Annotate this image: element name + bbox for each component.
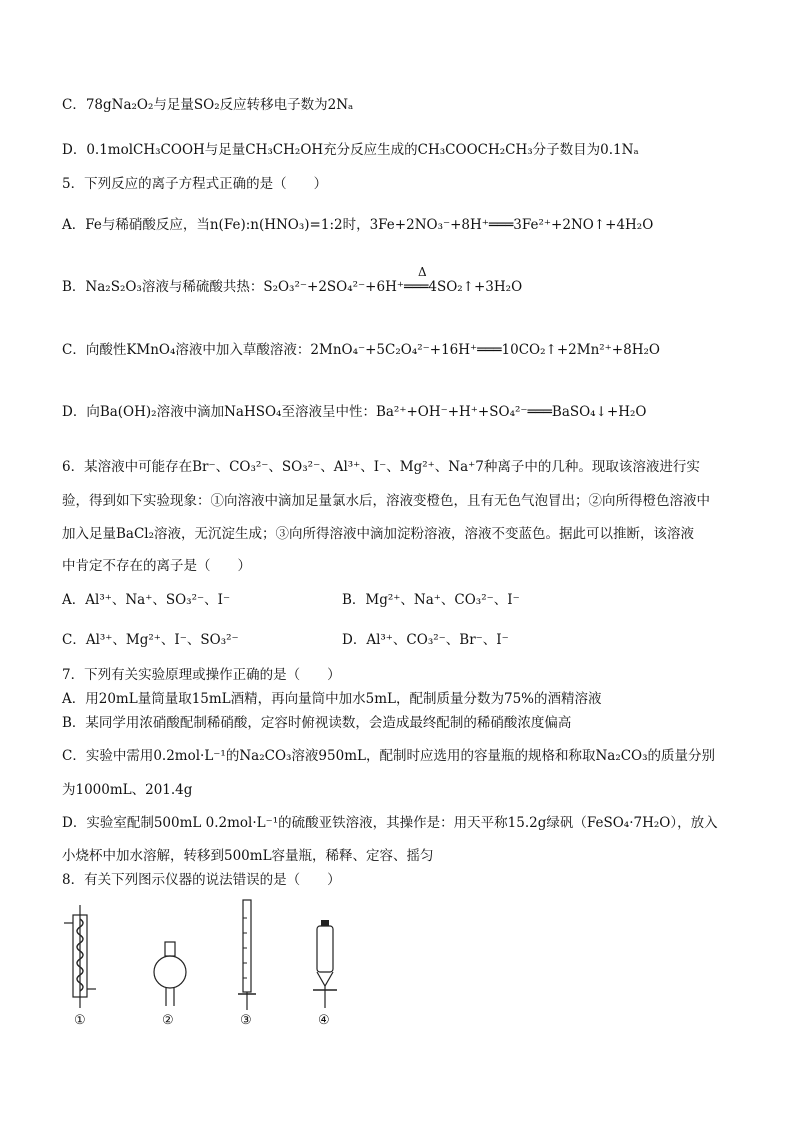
option-c-q7-line-2: 为1000mL、201.4g <box>62 782 193 798</box>
burette-illustration <box>232 898 262 1013</box>
option-d-q7-line-1: D．实验室配制500mL 0.2mol·L⁻¹的硫酸亚铁溶液，其操作是：用天平称15.2g绿矾（FeSO₄·7H₂O），放入 <box>62 815 718 831</box>
question-6-line-1: 6．某溶液中可能存在Br⁻、CO₃²⁻、SO₃²⁻、Al³⁺、I⁻、Mg²⁺、Na⁺7种离子中的几种。现取该溶液进行实 <box>62 459 700 475</box>
option-d-q5: D．向Ba(OH)₂溶液中滴加NaHSO₄至溶液呈中性：Ba²⁺+OH⁻+H⁺+SO₄²⁻═══BaSO₄↓+H₂O <box>62 404 647 420</box>
option-a-q6: A．Al³⁺、Na⁺、SO₃²⁻、I⁻ <box>62 592 231 608</box>
option-d-q6: D．Al³⁺、CO₃²⁻、Br⁻、I⁻ <box>342 632 509 648</box>
option-b-q6: B．Mg²⁺、Na⁺、CO₃²⁻、I⁻ <box>342 592 520 608</box>
question-8-stem: 8．有关下列图示仪器的说法错误的是（ ） <box>62 872 341 888</box>
option-b-q5: B．Na₂S₂O₃溶液与稀硫酸共热：S₂O₃²⁻+2SO₄²⁻+6H⁺═══4SO₂↑+3H₂O <box>62 279 523 295</box>
figure-label-2: ② <box>162 1013 174 1028</box>
question-7-stem: 7．下列有关实验原理或操作正确的是（ ） <box>62 667 341 683</box>
option-d-q4: D．0.1molCH₃COOH与足量CH₃CH₂OH充分反应生成的CH₃COOCH₂CH₃分子数目为0.1Nₐ <box>62 142 639 158</box>
option-c-q5: C．向酸性KMnO₄溶液中加入草酸溶液：2MnO₄⁻+5C₂O₄²⁻+16H⁺═══10CO₂↑+2Mn²⁺+8H₂O <box>62 342 660 358</box>
option-c-q6: C．Al³⁺、Mg²⁺、I⁻、SO₃²⁻ <box>62 632 239 648</box>
option-a-q5: A．Fe与稀硝酸反应，当n(Fe):n(HNO₃)=1:2时，3Fe+2NO₃⁻+8H⁺═══3Fe²⁺+2NO↑+4H₂O <box>62 217 654 233</box>
question-5-stem: 5．下列反应的离子方程式正确的是（ ） <box>62 176 328 192</box>
option-b-q7: B．某同学用浓硝酸配制稀硝酸，定容时俯视读数，会造成最终配制的稀硝酸浓度偏高 <box>62 715 572 731</box>
condenser-illustration <box>60 903 100 1013</box>
question-6-line-4: 中肯定不存在的离子是（ ） <box>62 558 251 574</box>
figure-label-3: ③ <box>240 1013 252 1028</box>
question-6-line-2: 验，得到如下实验现象：①向溶液中滴加足量氯水后，溶液变橙色，且有无色气泡冒出；②向所得橙色溶液中 <box>62 493 710 509</box>
option-c-q4: C．78gNa₂O₂与足量SO₂反应转移电子数为2Nₐ <box>62 97 354 113</box>
option-c-q7-line-1: C．实验中需用0.2mol·L⁻¹的Na₂CO₃溶液950mL，配制时应选用的容量瓶的规格和称取Na₂CO₃的质量分别 <box>62 748 716 764</box>
round-flask-illustration <box>145 940 195 1012</box>
heat-symbol: Δ <box>418 265 427 279</box>
option-a-q7: A．用20mL量筒量取15mL酒精，再向量筒中加水5mL，配制质量分数为75%的酒精溶液 <box>62 691 602 707</box>
separatory-funnel-illustration <box>305 918 345 1013</box>
option-d-q7-line-2: 小烧杯中加水溶解，转移到500mL容量瓶，稀释、定容、摇匀 <box>62 848 434 864</box>
question-6-line-3: 加入足量BaCl₂溶液，无沉淀生成；③向所得溶液中滴加淀粉溶液，溶液不变蓝色。据此可以推断，该溶液 <box>62 526 695 542</box>
figure-label-4: ④ <box>318 1013 330 1028</box>
figure-label-1: ① <box>74 1013 86 1028</box>
